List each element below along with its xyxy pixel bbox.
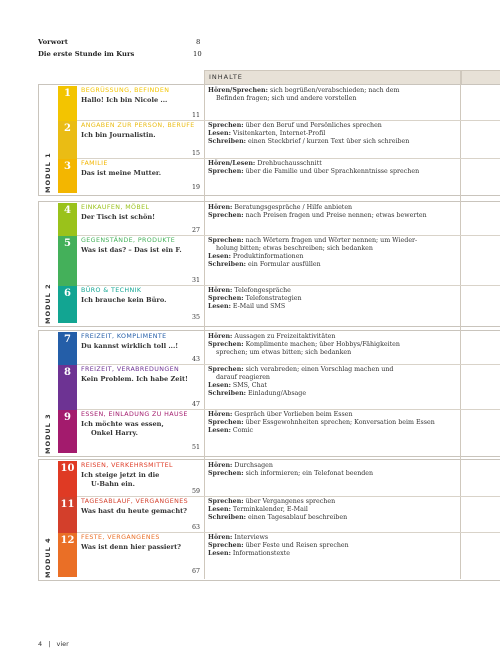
- erste-stunde-label: Die erste Stunde im Kurs: [38, 50, 135, 58]
- chapter-number-box: 11: [58, 497, 77, 533]
- skill-text: Einladung/Absage: [248, 390, 307, 397]
- skill-label: Sprechen:: [208, 122, 244, 129]
- content-line: [208, 411, 458, 419]
- content-line: [208, 287, 458, 295]
- chapter-subtitle: Ich brauche kein Büro.: [81, 296, 167, 304]
- chapter-subtitle-line2: U-Bahn ein.: [91, 480, 135, 488]
- skill-label: Sprechen:: [208, 295, 244, 302]
- skill-text: Visitenkarten, Internet-Profil: [232, 130, 326, 137]
- chapter-page-number: 27: [191, 227, 200, 234]
- chapter-content: [208, 87, 458, 103]
- skill-text: über Vergangenes sprechen: [245, 498, 336, 505]
- skill-label: Hören:: [208, 411, 233, 418]
- content-line: [208, 506, 458, 514]
- skill-label: Sprechen:: [208, 419, 244, 426]
- chapter-content: [208, 366, 458, 398]
- skill-text: Gespräch über Vorlieben beim Essen: [234, 411, 353, 418]
- content-line: [208, 550, 458, 558]
- skill-text: Drehbuchausschnitt: [257, 160, 322, 167]
- module-4-label: MODUL 4: [44, 537, 52, 578]
- skill-text: Produktinformationen: [232, 253, 304, 260]
- skill-label: Hören/Lesen:: [208, 160, 256, 167]
- skill-label: Lesen:: [208, 427, 231, 434]
- content-line: [208, 237, 458, 245]
- skill-label: Lesen:: [208, 506, 231, 513]
- content-line: [208, 390, 458, 398]
- content-line: [208, 542, 458, 550]
- chapter-content: [208, 411, 458, 435]
- skill-text: Telefongespräche: [234, 287, 291, 294]
- chapter-subtitle: Das ist meine Mutter.: [81, 169, 162, 177]
- skill-label: Lesen:: [208, 130, 231, 137]
- skill-text: über die Familie und über Sprachkenntnisse sprechen: [245, 168, 420, 175]
- content-line: [208, 95, 458, 103]
- skill-text: Interviews: [234, 534, 269, 541]
- chapter-subtitle: Ich möchte was essen,: [81, 420, 164, 428]
- skill-text: über Feste und Reisen sprechen: [245, 542, 349, 549]
- chapter-content: [208, 122, 458, 146]
- chapter-subtitle: Was ist denn hier passiert?: [81, 543, 182, 551]
- skill-label: Sprechen:: [208, 237, 244, 244]
- chapter-number-box: 12: [58, 533, 77, 577]
- chapter-title: FAMILIE: [81, 160, 108, 167]
- skill-label: Schreiben:: [208, 390, 246, 397]
- chapter-row: [58, 286, 500, 323]
- content-line: [208, 514, 458, 522]
- content-line: [208, 168, 458, 176]
- chapter-subtitle: Hallo! Ich bin Nicole ...: [81, 96, 168, 104]
- chapter-page-number: 19: [191, 184, 200, 191]
- skill-label: Sprechen:: [208, 212, 244, 219]
- skill-text: über Essgewohnheiten sprechen; Konversation beim Essen: [245, 419, 435, 426]
- chapter-page-number: 31: [191, 277, 200, 284]
- content-line: [208, 204, 458, 212]
- skill-text: sich begrüßen/verabschieden; nach dem: [269, 87, 400, 94]
- module-2-label: MODUL 2: [44, 283, 52, 324]
- chapter-row: [58, 86, 500, 121]
- skill-label: Hören:: [208, 333, 233, 340]
- chapter-number-box: 6: [58, 286, 77, 323]
- skill-text: Befinden fragen; sich und andere vorstellen: [216, 95, 357, 102]
- chapter-subtitle: Was hast du heute gemacht?: [81, 507, 188, 515]
- content-line: [208, 138, 458, 146]
- chapter-subtitle: Ich bin Journalistin.: [81, 131, 156, 139]
- content-line: [208, 333, 458, 341]
- skill-text: nach Preisen fragen und Preise nennen; etwas bewerten: [245, 212, 427, 219]
- chapter-content: [208, 534, 458, 558]
- chapter-title: FREIZEIT, KOMPLIMENTE: [81, 333, 167, 340]
- skill-text: Terminkalender, E-Mail: [232, 506, 308, 513]
- erste-stunde-page: 10: [193, 50, 202, 58]
- skill-text: über den Beruf und Persönliches sprechen: [245, 122, 382, 129]
- skill-text: sprechen; um etwas bitten; sich bedanken: [216, 349, 352, 356]
- skill-text: Comic: [232, 427, 254, 434]
- chapter-number-box: 7: [58, 332, 77, 365]
- module-3-label: MODUL 3: [44, 413, 52, 454]
- chapter-number-box: 2: [58, 121, 77, 159]
- chapter-content: [208, 237, 458, 269]
- chapter-subtitle-line2: Onkel Harry.: [91, 429, 138, 437]
- inhalte-label: INHALTE: [209, 73, 243, 81]
- skill-text: ein Formular ausfüllen: [248, 261, 321, 268]
- chapter-row: [58, 533, 500, 577]
- skill-label: Schreiben:: [208, 138, 246, 145]
- header-cell-extra: [461, 71, 500, 84]
- chapter-title: ESSEN, EINLADUNG ZU HAUSE: [81, 411, 188, 418]
- skill-text: darauf reagieren: [216, 374, 270, 381]
- skill-label: Sprechen:: [208, 366, 244, 373]
- skill-label: Sprechen:: [208, 341, 244, 348]
- chapter-title: FESTE, VERGANGENES: [81, 534, 160, 541]
- content-line: [208, 382, 458, 390]
- footer-page-word: vier: [56, 640, 69, 648]
- skill-label: Hören:: [208, 287, 233, 294]
- chapter-page-number: 11: [191, 112, 200, 119]
- content-line: [208, 130, 458, 138]
- footer-divider: |: [48, 640, 51, 648]
- content-line: [208, 87, 458, 95]
- skill-text: Beratungsgespräche / Hilfe anbieten: [234, 204, 353, 211]
- chapter-title: TAGESABLAUF, VERGANGENES: [81, 498, 189, 505]
- chapter-subtitle: Was ist das? – Das ist ein F.: [81, 246, 182, 254]
- content-line: [208, 470, 458, 478]
- chapter-number-box: 10: [58, 461, 77, 497]
- content-line: [208, 349, 458, 357]
- skill-label: Sprechen:: [208, 168, 244, 175]
- chapter-page-number: 47: [191, 401, 200, 408]
- skill-text: sich informieren; ein Telefonat beenden: [245, 470, 374, 477]
- chapter-title: FREIZEIT, VERABREDUNGEN: [81, 366, 180, 373]
- skill-text: Telefonstrategien: [245, 295, 302, 302]
- skill-label: Sprechen:: [208, 498, 244, 505]
- skill-text: nach Wörtern fragen und Wörter nennen; um Wieder-: [245, 237, 418, 244]
- skill-text: Komplimente machen; über Hobbys/Fähigkeiten: [245, 341, 400, 348]
- chapter-number-box: 8: [58, 365, 77, 410]
- chapter-subtitle: Du kannst wirklich toll ...!: [81, 342, 179, 350]
- skill-label: Hören:: [208, 204, 233, 211]
- chapter-number-box: 1: [58, 86, 77, 121]
- content-line: [208, 160, 458, 168]
- chapter-number-box: 3: [58, 159, 77, 193]
- chapter-subtitle: Der Tisch ist schön!: [81, 213, 156, 221]
- content-line: [208, 366, 458, 374]
- content-line: [208, 212, 458, 220]
- content-line: [208, 253, 458, 261]
- chapter-row: [58, 410, 500, 453]
- chapter-row: [58, 236, 500, 286]
- content-line: [208, 374, 458, 382]
- content-line: [208, 534, 458, 542]
- skill-label: Schreiben:: [208, 514, 246, 521]
- skill-text: einen Steckbrief / kurzen Text über sich schreiben: [248, 138, 410, 145]
- chapter-page-number: 15: [191, 150, 200, 157]
- chapter-content: [208, 462, 458, 478]
- skill-text: Aussagen zu Freizeitaktivitäten: [234, 333, 336, 340]
- skill-text: holung bitten; etwas beschreiben; sich bedanken: [216, 245, 373, 252]
- chapter-page-number: 35: [191, 314, 200, 321]
- chapter-content: [208, 287, 458, 311]
- chapter-row: [58, 203, 500, 236]
- chapter-page-number: 51: [191, 444, 200, 451]
- inhalte-header: [204, 70, 500, 85]
- chapter-title: ANGABEN ZUR PERSON, BERUFE: [81, 122, 195, 129]
- skill-label: Lesen:: [208, 382, 231, 389]
- content-line: [208, 427, 458, 435]
- chapter-number-box: 4: [58, 203, 77, 236]
- skill-text: sich verabreden; einen Vorschlag machen und: [245, 366, 394, 373]
- module-1-label: MODUL 1: [44, 152, 52, 193]
- chapter-page-number: 67: [191, 568, 200, 575]
- content-line: [208, 498, 458, 506]
- vorwort-page: 8: [196, 38, 201, 46]
- chapter-number-box: 5: [58, 236, 77, 286]
- chapter-content: [208, 204, 458, 220]
- footer-page-number: 4: [38, 640, 43, 648]
- skill-text: E-Mail und SMS: [232, 303, 286, 310]
- content-line: [208, 261, 458, 269]
- chapter-subtitle: Kein Problem. Ich habe Zeit!: [81, 375, 188, 383]
- skill-label: Sprechen:: [208, 542, 244, 549]
- footer: [38, 640, 69, 648]
- content-line: [208, 462, 458, 470]
- chapter-number-box: 9: [58, 410, 77, 453]
- chapter-row: [58, 159, 500, 193]
- chapter-row: [58, 461, 500, 497]
- chapter-row: [58, 332, 500, 365]
- skill-label: Lesen:: [208, 550, 231, 557]
- skill-label: Hören:: [208, 534, 233, 541]
- skill-label: Lesen:: [208, 253, 231, 260]
- chapter-title: GEGENSTÄNDE, PRODUKTE: [81, 237, 176, 244]
- chapter-row: [58, 497, 500, 533]
- content-line: [208, 295, 458, 303]
- vorwort-label: Vorwort: [38, 38, 68, 46]
- chapter-content: [208, 333, 458, 357]
- chapter-row: [58, 121, 500, 159]
- skill-label: Lesen:: [208, 303, 231, 310]
- content-line: [208, 122, 458, 130]
- skill-text: Durchsagen: [234, 462, 273, 469]
- content-line: [208, 341, 458, 349]
- chapter-title: REISEN, VERKEHRSMITTEL: [81, 462, 173, 469]
- skill-text: SMS, Chat: [232, 382, 267, 389]
- chapter-content: [208, 498, 458, 522]
- chapter-page-number: 63: [191, 524, 200, 531]
- chapter-row: [58, 365, 500, 410]
- chapter-title: EINKAUFEN, MÖBEL: [81, 204, 150, 211]
- content-line: [208, 419, 458, 427]
- skill-text: einen Tagesablauf beschreiben: [248, 514, 348, 521]
- skill-label: Hören:: [208, 462, 233, 469]
- skill-label: Hören/Sprechen:: [208, 87, 268, 94]
- chapter-title: BEGRÜSSUNG, BEFINDEN: [81, 87, 170, 94]
- content-line: [208, 303, 458, 311]
- chapter-page-number: 59: [191, 488, 200, 495]
- chapter-subtitle: Ich steige jetzt in die: [81, 471, 160, 479]
- chapter-title: BÜRO & TECHNIK: [81, 287, 142, 294]
- skill-text: Informationstexte: [232, 550, 290, 557]
- skill-label: Schreiben:: [208, 261, 246, 268]
- skill-label: Sprechen:: [208, 470, 244, 477]
- chapter-page-number: 43: [191, 356, 200, 363]
- chapter-content: [208, 160, 458, 176]
- content-line: [208, 245, 458, 253]
